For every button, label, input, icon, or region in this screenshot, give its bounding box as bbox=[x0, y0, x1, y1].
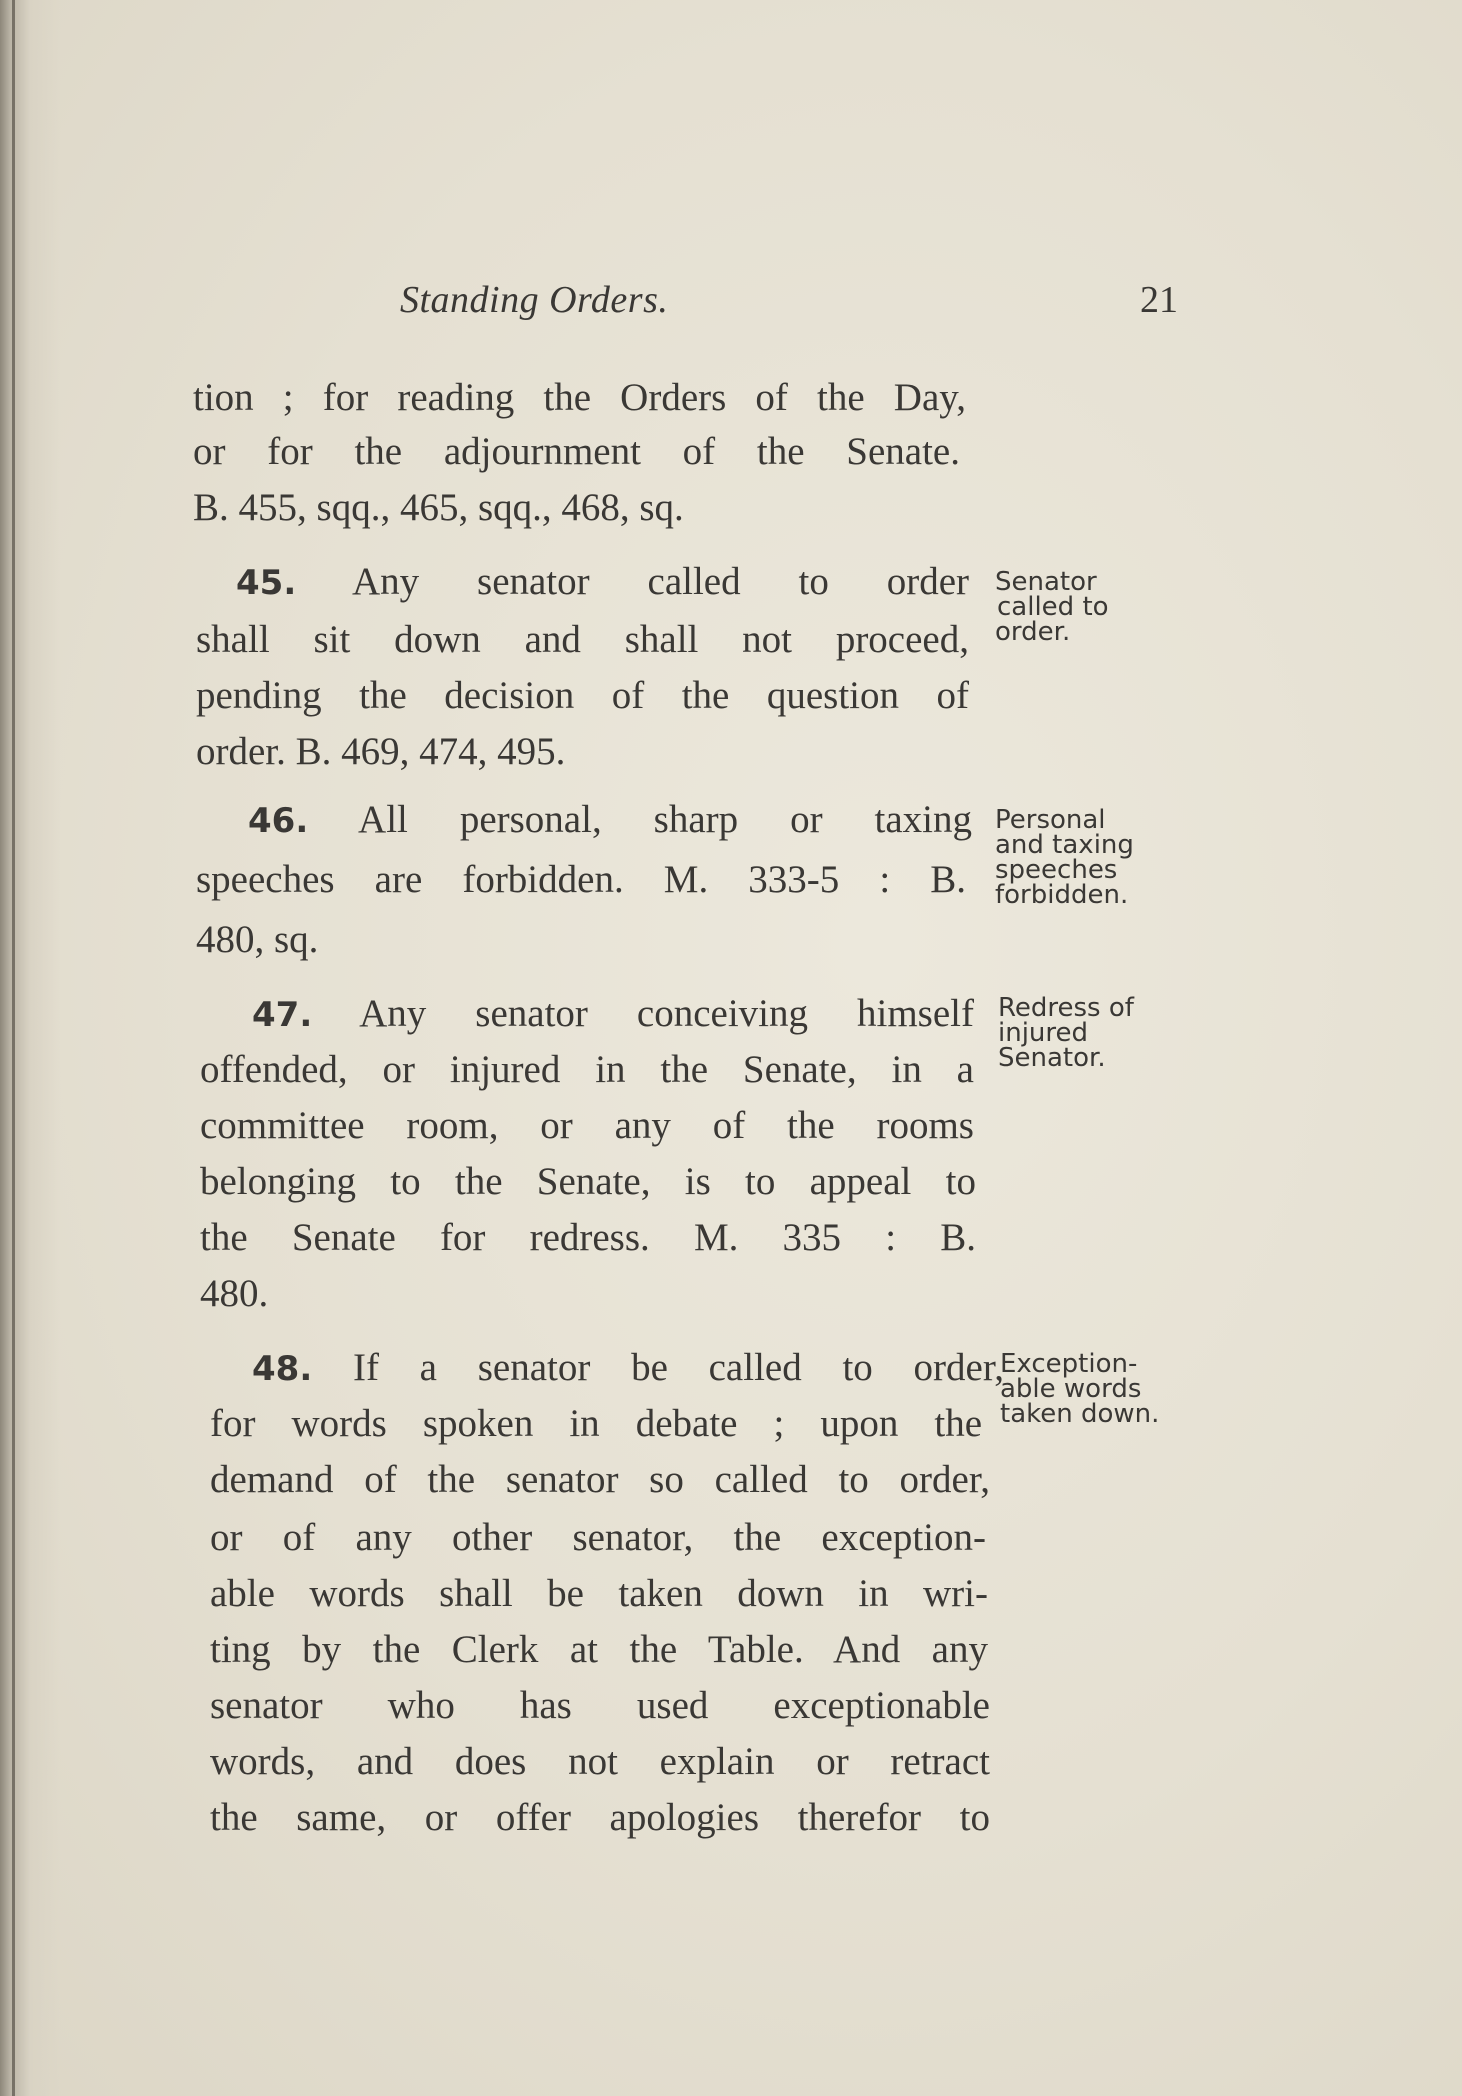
running-head: Standing Orders. bbox=[400, 279, 669, 321]
text-line: senator who has used exceptionable bbox=[210, 1684, 990, 1727]
section-text: If a senator be called to order, bbox=[352, 1346, 1004, 1389]
margin-note-line: taken down. bbox=[1000, 1399, 1160, 1429]
margin-note-line: and taxing bbox=[995, 830, 1134, 860]
section-text: All personal, sharp or taxing bbox=[358, 798, 972, 841]
margin-note-line: called to bbox=[997, 592, 1109, 622]
text-line: or for the adjournment of the Senate. bbox=[193, 430, 960, 473]
text-line: ting by the Clerk at the Table. And any bbox=[210, 1628, 988, 1671]
margin-note-line: Exception- bbox=[1000, 1349, 1138, 1379]
text-line: belonging to the Senate, is to appeal to bbox=[200, 1160, 976, 1203]
text-line: order. B. 469, 474, 495. bbox=[196, 730, 566, 773]
text-line: or of any other senator, the exception- bbox=[210, 1516, 986, 1559]
section-46-first-line bbox=[248, 800, 972, 839]
margin-note-redress-of-injured-senator bbox=[998, 993, 1134, 1073]
section-45-first-line bbox=[236, 562, 969, 601]
page-number: 21 bbox=[1140, 279, 1178, 321]
text-line: 480. bbox=[200, 1272, 269, 1315]
margin-note-personal-speeches bbox=[995, 805, 1134, 910]
section-48-first-line bbox=[252, 1348, 1004, 1387]
section-number: 47. bbox=[252, 995, 313, 1035]
text-line: the same, or offer apologies therefor to bbox=[210, 1796, 990, 1839]
text-line: 480, sq. bbox=[196, 918, 319, 961]
spine-edge bbox=[12, 0, 15, 2096]
text-line: speeches are forbidden. M. 333-5 : B. bbox=[196, 858, 966, 901]
section-text: Any senator called to order bbox=[351, 560, 969, 603]
margin-note-line: Redress of bbox=[998, 993, 1134, 1023]
margin-note-senator-called-to-order bbox=[995, 567, 1109, 647]
margin-note-line: Senator bbox=[995, 567, 1097, 597]
section-number: 46. bbox=[248, 801, 309, 841]
text-line: offended, or injured in the Senate, in a bbox=[200, 1048, 974, 1091]
margin-note-line: order. bbox=[995, 617, 1071, 647]
section-number: 48. bbox=[252, 1349, 313, 1389]
text-line: B. 455, sqq., 465, sqq., 468, sq. bbox=[193, 486, 684, 529]
text-line: shall sit down and shall not proceed, bbox=[196, 618, 969, 661]
spine-shadow bbox=[0, 0, 60, 2096]
text-line: demand of the senator so called to order, bbox=[210, 1458, 990, 1501]
text-line: able words shall be taken down in wri- bbox=[210, 1572, 988, 1615]
margin-note-line: Senator. bbox=[998, 1043, 1106, 1073]
margin-note-line: injured bbox=[998, 1018, 1089, 1048]
margin-note-line: forbidden. bbox=[995, 880, 1129, 910]
margin-note-line: Personal bbox=[995, 805, 1106, 835]
text-line: tion ; for reading the Orders of the Day, bbox=[193, 376, 966, 419]
section-47-first-line bbox=[252, 994, 974, 1033]
text-line: committee room, or any of the rooms bbox=[200, 1104, 974, 1147]
section-number: 45. bbox=[236, 563, 297, 603]
text-line: pending the decision of the question of bbox=[196, 674, 969, 717]
text-line: for words spoken in debate ; upon the bbox=[210, 1402, 982, 1445]
margin-note-line: able words bbox=[1000, 1374, 1142, 1404]
text-line: words, and does not explain or retract bbox=[210, 1740, 990, 1783]
text-line: the Senate for redress. M. 335 : B. bbox=[200, 1216, 976, 1259]
margin-note-line: speeches bbox=[995, 855, 1118, 885]
margin-note-exceptionable-words bbox=[1000, 1349, 1160, 1429]
section-text: Any senator conceiving himself bbox=[359, 992, 974, 1035]
